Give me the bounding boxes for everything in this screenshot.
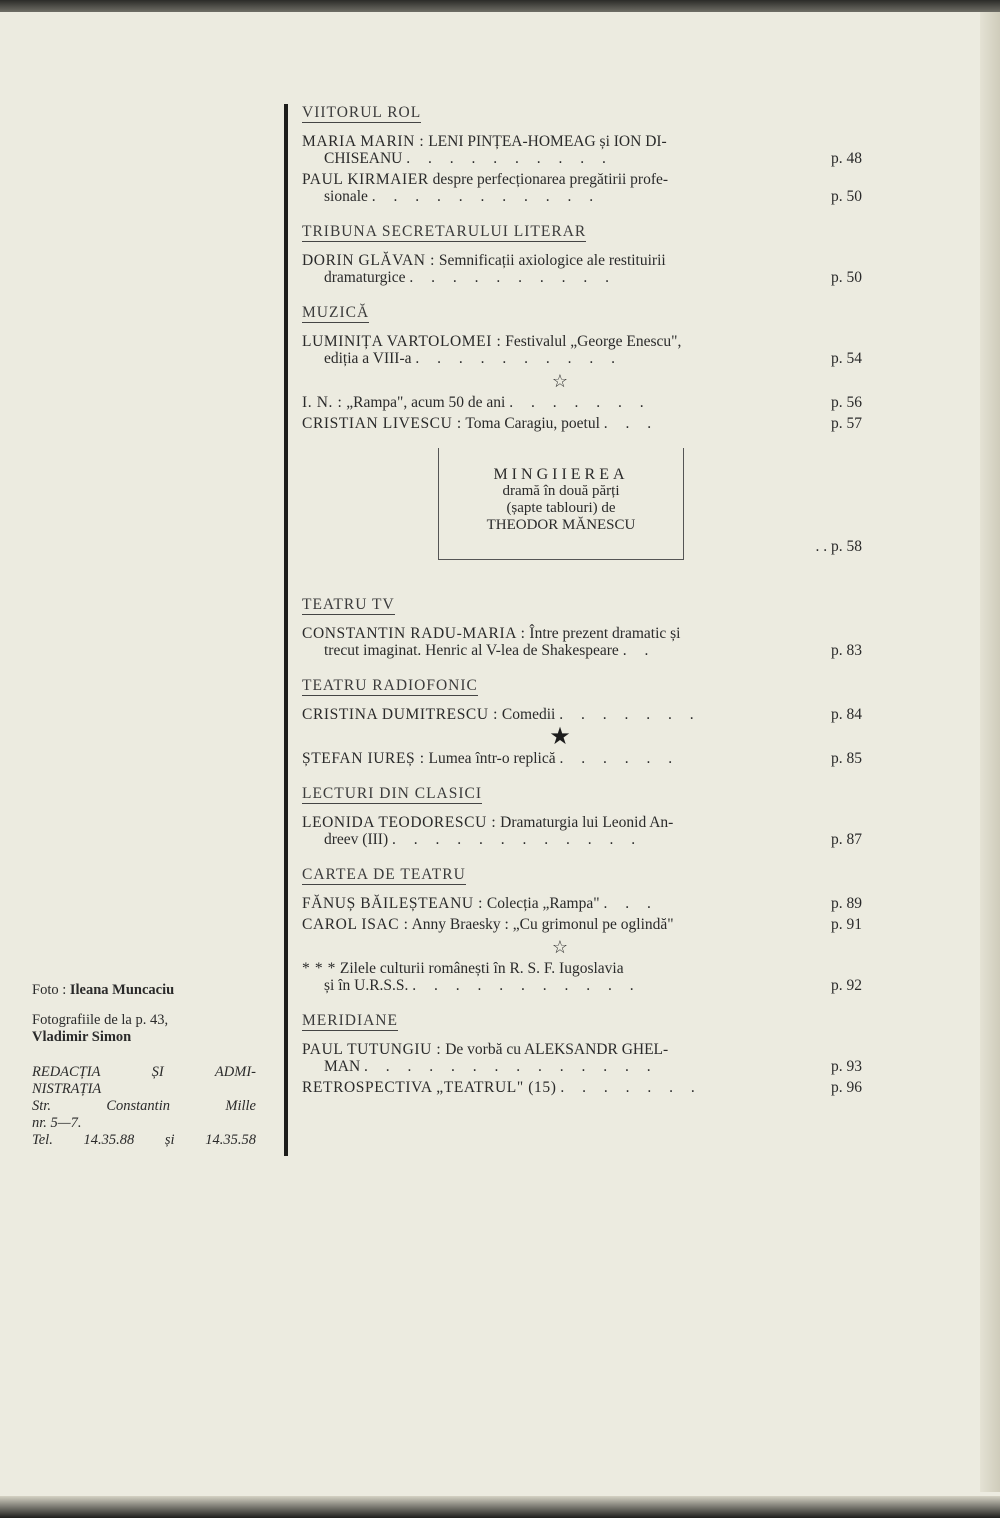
toc-entry — [302, 706, 862, 723]
entry-author: PAUL KIRMAIER — [302, 171, 429, 188]
page-number: p. 91 — [831, 916, 862, 933]
page-number — [816, 538, 863, 555]
page-number: p. 50 — [831, 188, 862, 205]
entry-title: Anny Braesky : „Cu grimonul pe oglindă" — [411, 916, 674, 933]
entry-title: Colecția „Rampa" — [486, 895, 600, 912]
entry-continuation — [302, 642, 804, 659]
leader-dots: . . . . . . . — [509, 394, 651, 411]
toc-entry — [302, 333, 862, 367]
entry-title-cont: MAN — [324, 1058, 361, 1075]
scan-bottom-edge — [0, 1496, 1000, 1518]
page-number: p. 57 — [831, 415, 862, 432]
leader-dots: . . . . . . . . . . . . — [391, 831, 643, 848]
featured-box — [438, 448, 684, 560]
editorial-address: REDACȚIA ȘI ADMI- NISTRAȚIA Str. Constantin Mille nr. 5—7. Tel. 14.35.88 și 14.35.58 — [32, 1064, 256, 1148]
entry-title-cont: ediția a VIII-a — [324, 350, 412, 367]
scan-top-edge — [0, 0, 1000, 12]
toc-entry — [302, 394, 862, 411]
entry-title-cont: CHISEANU — [324, 150, 403, 167]
entry-continuation — [302, 150, 804, 167]
leader-dots: . . . — [603, 895, 658, 912]
leader-dots: . . — [622, 642, 656, 659]
entry-author: CONSTANTIN RADU-MARIA : — [302, 625, 526, 642]
entry-title-cont: dreev (III) — [324, 831, 389, 848]
photos-credit: Fotografiile de la p. 43, Vladimir Simon — [32, 1012, 169, 1045]
page-number: p. 84 — [831, 706, 862, 723]
entry-author: I. N. : — [302, 394, 343, 411]
entry-title-cont: sionale — [324, 188, 368, 205]
toc-entry — [302, 415, 862, 432]
leader-dots: . . . . . . . — [560, 1079, 702, 1096]
entry-author: LEONIDA TEODORESCU : — [302, 814, 497, 831]
entry-author: MARIA MARIN : — [302, 133, 425, 150]
entry-title-cont: dramaturgice — [324, 269, 406, 286]
table-of-contents — [302, 104, 862, 1100]
toc-entry — [302, 960, 862, 994]
toc-entry — [302, 750, 862, 767]
page-number: p. 85 — [831, 750, 862, 767]
section-title: MERIDIANE — [302, 1012, 398, 1029]
entry-continuation — [302, 1058, 804, 1075]
section-title: CARTEA DE TEATRU — [302, 866, 466, 883]
entry-title: Zilele culturii românești în R. S. F. Iugoslavia — [339, 960, 624, 977]
section-title: TEATRU TV — [302, 596, 395, 613]
toc-entry — [302, 916, 862, 933]
leader-dots: . . — [815, 538, 828, 555]
leader-dots: . . . . . . . . . . — [409, 269, 616, 286]
leader-dots: . . . . . . — [559, 750, 680, 767]
leader-dots: . . . . . . . . . . . — [371, 188, 601, 205]
entry-continuation — [302, 350, 804, 367]
credits-block — [32, 982, 256, 1149]
featured-play — [302, 448, 862, 574]
entry-title: LENI PINȚEA-HOMEAG și ION DI- — [428, 133, 667, 150]
leader-dots: . . . . . . . . . . — [415, 350, 622, 367]
entry-title: De vorbă cu ALEKSANDR GHEL- — [445, 1041, 669, 1058]
entry-title: Comedii — [501, 706, 556, 723]
leader-dots: . . . — [603, 415, 659, 432]
entry-author: LUMINIȚA VARTOLOMEI : — [302, 333, 502, 350]
entry-continuation — [302, 977, 804, 994]
toc-entry — [302, 1079, 862, 1096]
toc-entry — [302, 625, 862, 659]
play-author: THEODOR MĂNESCU — [486, 517, 636, 533]
page-number: p. 83 — [831, 642, 862, 659]
star-filled-icon: ★ — [549, 724, 571, 750]
page-label: p. 58 — [831, 538, 862, 555]
entry-title: Dramaturgia lui Leonid An- — [500, 814, 674, 831]
toc-entry — [302, 1041, 862, 1075]
entry-title: Toma Caragiu, poetul — [465, 415, 600, 432]
toc-entry — [302, 133, 862, 167]
entry-author: FĂNUȘ BĂILEȘTEANU : — [302, 895, 484, 912]
entry-title: Festivalul „George Enescu", — [505, 333, 682, 350]
play-title: MINGIIEREA — [493, 466, 629, 483]
entry-author: CRISTINA DUMITRESCU : — [302, 706, 499, 723]
entry-title-cont: și în U.R.S.S. — [324, 977, 409, 994]
section-title: TEATRU RADIOFONIC — [302, 677, 478, 694]
entry-author: PAUL TUTUNGIU : — [302, 1041, 442, 1058]
entry-title: „Rampa", acum 50 de ani — [346, 394, 506, 411]
toc-entry — [302, 814, 862, 848]
page-number: p. 92 — [831, 977, 862, 994]
page-number: p. 87 — [831, 831, 862, 848]
play-genre: dramă în două părți — [502, 483, 620, 499]
section-title: VIITORUL ROL — [302, 104, 422, 121]
entry-author: RETROSPECTIVA „TEATRUL" (15) — [302, 1079, 557, 1096]
entry-title: Între prezent dramatic și — [529, 625, 681, 642]
star-outline-icon: ☆ — [551, 937, 569, 957]
leader-dots: . . . . . . . . . . . . . . — [364, 1058, 658, 1075]
page-number: p. 54 — [831, 350, 862, 367]
section-title: TRIBUNA SECRETARULUI LITERAR — [302, 223, 587, 240]
section-title: LECTURI DIN CLASICI — [302, 785, 483, 802]
entry-title: despre perfecționarea pregătirii profe- — [432, 171, 669, 188]
toc-entry — [302, 252, 862, 286]
entry-title: Semnificații axiologice ale restituirii — [438, 252, 666, 269]
play-tableaux: (șapte tablouri) de — [506, 500, 616, 516]
section-title: MUZICĂ — [302, 304, 370, 321]
photo-credit: Foto : Ileana Muncaciu — [32, 982, 175, 998]
scan-right-edge — [980, 12, 1000, 1492]
toc-entry — [302, 895, 862, 912]
entry-continuation — [302, 269, 804, 286]
entry-continuation — [302, 831, 804, 848]
leader-dots: . . . . . . . . . . . — [412, 977, 641, 994]
page-number: p. 50 — [831, 269, 862, 286]
entry-author: DORIN GLĂVAN : — [302, 252, 435, 269]
page-number: p. 89 — [831, 895, 862, 912]
page-number: p. 96 — [831, 1079, 862, 1096]
star-outline-icon: ☆ — [551, 371, 569, 391]
toc-entry — [302, 171, 862, 205]
entry-continuation — [302, 188, 804, 205]
vertical-rule — [284, 104, 288, 1156]
page-number: p. 48 — [831, 150, 862, 167]
leader-dots: . . . . . . . — [559, 706, 701, 723]
leader-dots: . . . . . . . . . . — [406, 150, 613, 167]
page-number: p. 93 — [831, 1058, 862, 1075]
entry-title-cont: trecut imaginat. Henric al V-lea de Shakespeare — [324, 642, 619, 659]
entry-author: CRISTIAN LIVESCU : — [302, 415, 462, 432]
entry-author: * * * — [302, 960, 336, 977]
entry-author: ȘTEFAN IUREȘ : — [302, 750, 425, 767]
entry-author: CAROL ISAC : — [302, 916, 409, 933]
page-number: p. 56 — [831, 394, 862, 411]
entry-title: Lumea într-o replică — [428, 750, 556, 767]
